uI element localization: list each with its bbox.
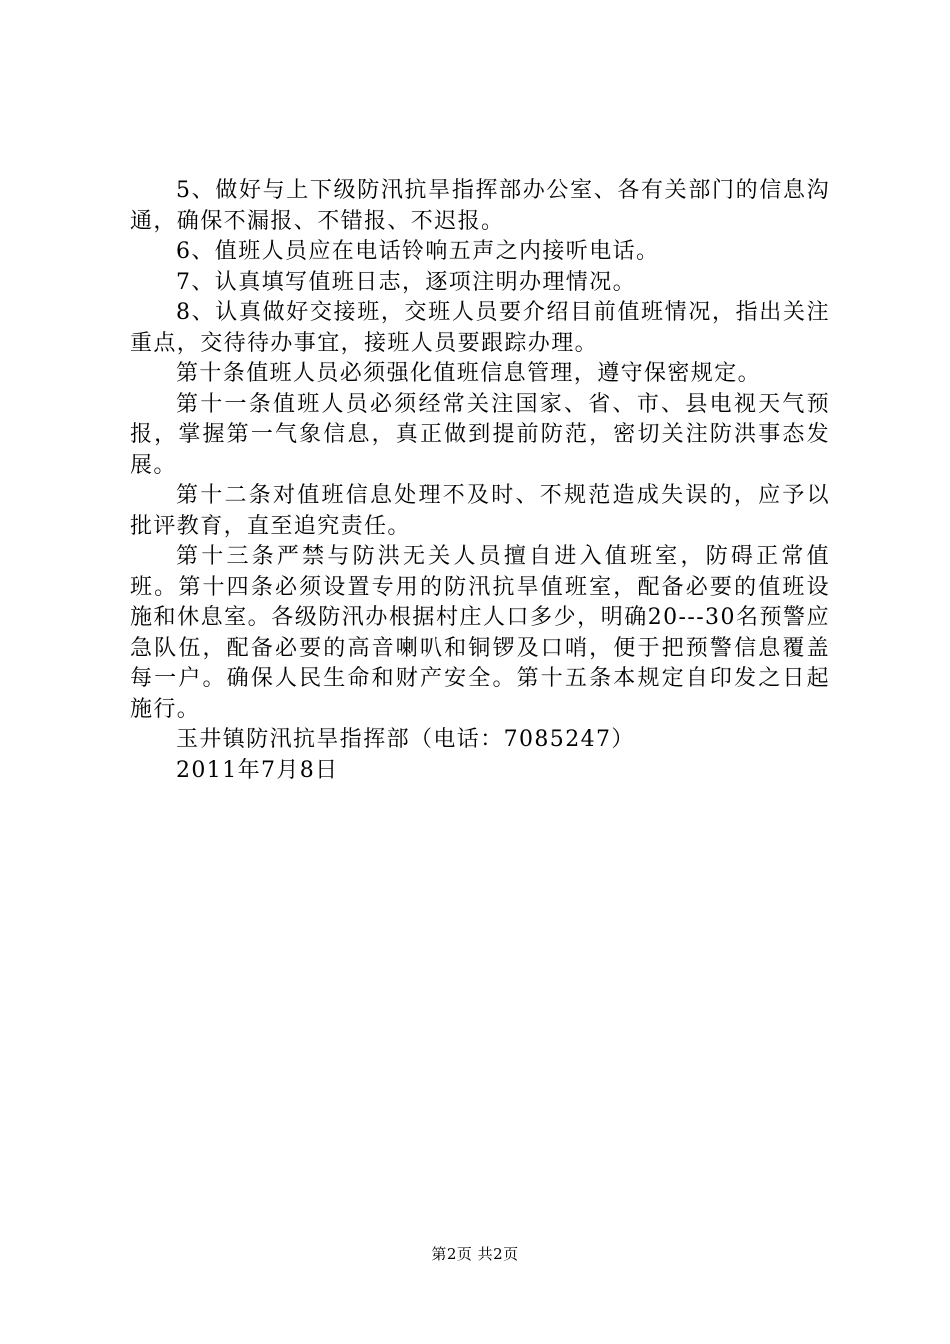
paragraph-item-6: 6、值班人员应在电话铃响五声之内接听电话。 bbox=[176, 239, 660, 264]
signature-date: 2011年7月8日 bbox=[176, 757, 339, 783]
paragraph-article-10: 第十条值班人员必须强化值班信息管理，遵守保密规定。 bbox=[176, 361, 762, 386]
paragraph-article-13-15: 第十三条严禁与防洪无关人员擅自进入值班室，防碍正常值班。第十四条必须设置专用的防汛抗旱值班室，配备必要的值班设施和休息室。各级防汛办根据村庄人口多少，明确20---30名预警应急队伍，配备必要的高音喇叭和铜锣及口哨，便于把预警信息覆盖每一户。确保人民生命和财产安全。第十五条本规定自印发之日起施行。 bbox=[130, 544, 830, 722]
document-body bbox=[130, 176, 830, 786]
signature-organization: 玉井镇防汛抗旱指挥部（电话：7085247） bbox=[176, 727, 635, 752]
paragraph-item-7: 7、认真填写值班日志，逐项注明办理情况。 bbox=[176, 269, 636, 295]
paragraph-article-12: 第十二条对值班信息处理不及时、不规范造成失误的，应予以批评教育，直至追究责任。 bbox=[130, 483, 830, 539]
paragraph-item-8: 8、认真做好交接班，交班人员要介绍目前值班情况，指出关注重点，交待待办事宜，接班人员要跟踪办理。 bbox=[130, 300, 830, 356]
page-number-footer: 第2页 共2页 bbox=[431, 1245, 519, 1263]
paragraph-item-5: 5、做好与上下级防汛抗旱指挥部办公室、各有关部门的信息沟通，确保不漏报、不错报、不迟报。 bbox=[130, 178, 830, 234]
paragraph-article-11: 第十一条值班人员必须经常关注国家、省、市、县电视天气预报，掌握第一气象信息，真正做到提前防范，密切关注防洪事态发展。 bbox=[130, 391, 830, 478]
